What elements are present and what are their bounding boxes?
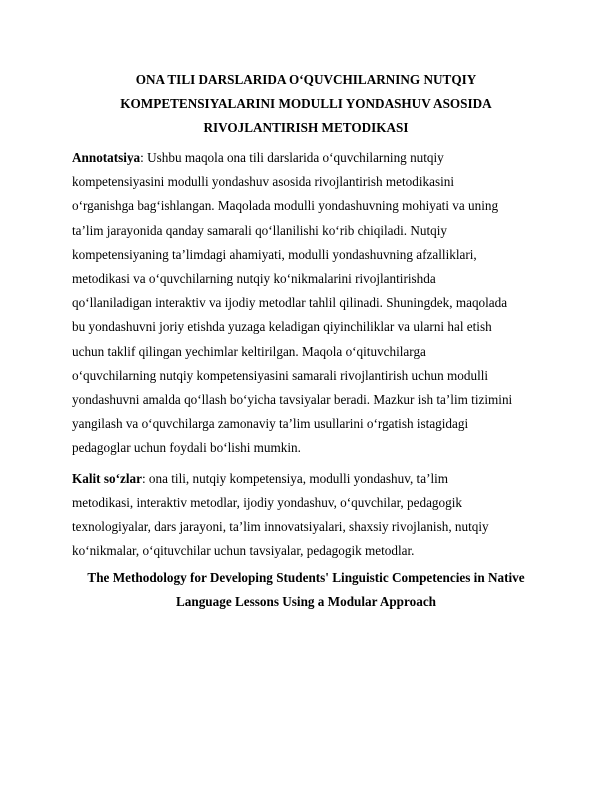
abstract-text: : Ushbu maqola ona tili darslarida o‘quvchilarning nutqiy <box>140 150 444 165</box>
document-page <box>72 68 540 614</box>
abstract-line: pedagoglar uchun foydali bo‘lishi mumkin. <box>72 440 301 456</box>
abstract-line: kompetensiyaning ta’limdagi ahamiyati, modulli yondashuvning afzalliklari, <box>72 246 477 262</box>
abstract-line: ta’lim jarayonida qanday samarali qo‘llanilishi ko‘rib chiqiladi. Nutqiy <box>72 222 448 238</box>
keywords-paragraph <box>72 467 540 564</box>
abstract-line: metodikasi va o‘quvchilarning nutqiy ko‘nikmalarini rivojlantirishda <box>72 271 436 287</box>
english-title <box>72 566 540 614</box>
abstract-line: qo‘llaniladigan interaktiv va ijodiy metodlar tahlil qilinadi. Shuningdek, maqolada <box>72 295 508 311</box>
abstract-line: bu yondashuvni joriy etishda yuzaga keladigan qiyinchiliklar va ularni hal etish <box>72 319 492 335</box>
article-title-line: ONA TILI DARSLARIDA O‘QUVCHILARNING NUTQIY <box>135 72 477 87</box>
abstract-line: o‘quvchilarning nutqiy kompetensiyasini samarali rivojlantirish uchun modulli <box>72 367 489 383</box>
keywords-text: : ona tili, nutqiy kompetensiya, modulli yondashuv, ta’lim <box>141 470 449 486</box>
abstract-line: o‘rganishga bag‘ishlangan. Maqolada modulli yondashuvning mohiyati va uning <box>72 198 499 214</box>
keywords-line: ko‘nikmalar, o‘qituvchilar uchun tavsiyalar, pedagogik metodlar. <box>72 543 415 559</box>
english-title-line: Language Lessons Using a Modular Approach <box>175 594 437 610</box>
abstract-line: kompetensiyasini modulli yondashuv asosida rivojlantirish metodikasini <box>72 174 455 190</box>
keywords-line: texnologiyalar, dars jarayoni, ta’lim innovatsiyalari, shaxsiy rivojlanish, nutqiy <box>72 519 489 535</box>
abstract-label: Annotatsiya <box>72 150 141 165</box>
article-title-line: KOMPETENSIYALARINI MODULLI YONDASHUV ASOSIDA <box>120 96 492 111</box>
abstract-line: uchun taklif qilingan yechimlar keltirilgan. Maqola o‘qituvchilarga <box>72 343 426 359</box>
abstract-line: yangilash va o‘quvchilarga zamonaviy ta’lim usullarini o‘rgatish istagidagi <box>72 416 469 432</box>
english-title-line: The Methodology for Developing Students' Linguistic Competencies in Native <box>87 570 525 586</box>
abstract-line <box>72 146 540 170</box>
keywords-label: Kalit so‘zlar <box>72 470 142 486</box>
article-title-line: RIVOJLANTIRISH METODIKASI <box>203 120 409 135</box>
article-title <box>72 68 540 140</box>
keywords-line <box>72 467 540 491</box>
abstract-paragraph <box>72 146 540 461</box>
abstract-line: yondashuvni amalda qo‘llash bo‘yicha tavsiyalar beradi. Mazkur ish ta’lim tizimini <box>72 392 513 408</box>
keywords-line: metodikasi, interaktiv metodlar, ijodiy yondashuv, o‘quvchilar, pedagogik <box>72 494 462 510</box>
